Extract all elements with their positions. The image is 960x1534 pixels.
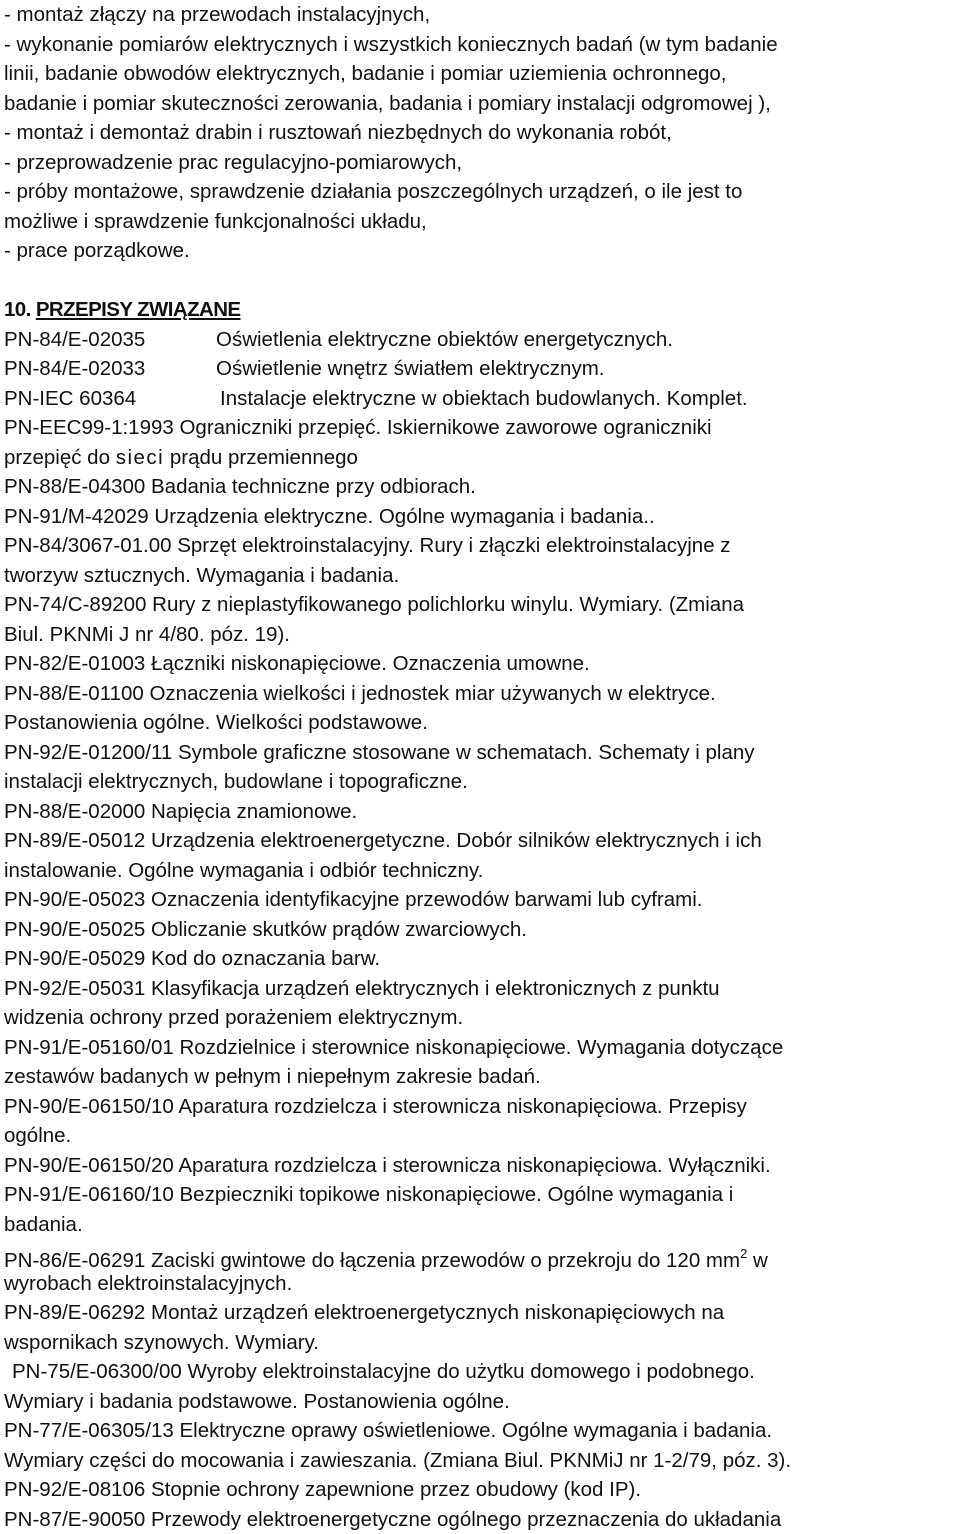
- standard-line: wspornikach szynowych. Wymiary.: [4, 1330, 319, 1354]
- standard-line: PN-75/E-06300/00 Wyroby elektroinstalacyjne do użytku domowego i podobnego.: [12, 1360, 755, 1383]
- list-item: badanie i pomiar skuteczności zerowania, badania i pomiary instalacji odgromowej ),: [4, 91, 771, 115]
- standard-line: badania.: [4, 1212, 83, 1236]
- intro-list: [4, 0, 956, 266]
- standard-line: PN-91/M-42029 Urządzenia elektryczne. Ogólne wymagania i badania..: [4, 504, 655, 528]
- table-row: [4, 384, 956, 414]
- standard-line: Wymiary i badania podstawowe. Postanowienia ogólne.: [4, 1389, 510, 1413]
- standard-line: widzenia ochrony przed porażeniem elektrycznym.: [4, 1006, 464, 1029]
- standard-line: PN-90/E-05023 Oznaczenia identyfikacyjne przewodów barwami lub cyframi.: [4, 888, 703, 911]
- standards-table: [4, 325, 956, 414]
- standard-line: Wymiary części do mocowania i zawieszania. (Zmiana Biul. PKNMiJ nr 1-2/79, póz. 3).: [4, 1448, 792, 1472]
- spacer: [4, 266, 956, 296]
- standard-line: PN-74/C-89200 Rury z nieplastyfikowanego polichlorku winylu. Wymiary. (Zmiana: [4, 593, 745, 616]
- list-item: - przeprowadzenie prac regulacyjno-pomiarowych,: [4, 150, 463, 174]
- superscript: 2: [740, 1246, 748, 1261]
- standard-line: ogólne.: [4, 1124, 72, 1147]
- standard-line: instalacji elektrycznych, budowlane i topograficzne.: [4, 770, 468, 793]
- standard-line: PN-92/E-05031 Klasyfikacja urządzeń elektrycznych i elektronicznych z punktu: [4, 976, 720, 1000]
- table-row: [4, 354, 956, 384]
- section-number: 10.: [4, 298, 31, 321]
- standard-line: PN-90/E-05025 Obliczanie skutków prądów zwarciowych.: [4, 917, 527, 941]
- standard-line: Biul. PKNMi J nr 4/80. póz. 19).: [4, 622, 290, 646]
- standard-line: PN-88/E-02000 Napięcia znamionowe.: [4, 799, 358, 823]
- text-segment: PN-86/E-06291 Zaciski gwintowe do łączenia przewodów o przekroju do 120 mm: [4, 1249, 741, 1272]
- document-page: [4, 0, 956, 1534]
- standard-line: PN-77/E-06305/13 Elektryczne oprawy oświetleniowe. Ogólne wymagania i badania.: [4, 1419, 773, 1442]
- standard-line: PN-90/E-05029 Kod do oznaczania barw.: [4, 947, 381, 970]
- standard-line: PN-92/E-08106 Stopnie ochrony zapewnione przez obudowy (kod IP).: [4, 1478, 642, 1501]
- standard-code: PN-84/E-02035: [4, 327, 146, 351]
- list-item: - wykonanie pomiarów elektrycznych i wszystkich koniecznych badań (w tym badanie: [4, 32, 778, 56]
- list-item: możliwe i sprawdzenie funkcjonalności układu,: [4, 209, 427, 233]
- standard-line: PN-82/E-01003 Łączniki niskonapięciowe. Oznaczenia umowne.: [4, 652, 590, 675]
- list-item: linii, badanie obwodów elektrycznych, badanie i pomiar uziemienia ochronnego,: [4, 62, 727, 85]
- standard-line: PN-89/E-06292 Montaż urządzeń elektroenergetycznych niskonapięciowych na: [4, 1301, 725, 1324]
- section-title: PRZEPISY ZWIĄZANE: [35, 298, 241, 321]
- list-item: - prace porządkowe.: [4, 239, 190, 262]
- standard-line: [4, 1239, 956, 1272]
- standard-line: PN-92/E-01200/11 Symbole graficzne stosowane w schematach. Schematy i plany: [4, 740, 755, 764]
- standard-line: PN-91/E-06160/10 Bezpieczniki topikowe niskonapięciowe. Ogólne wymagania i: [4, 1183, 734, 1206]
- standard-code: PN-IEC 60364: [4, 386, 137, 410]
- standard-line: PN-91/E-05160/01 Rozdzielnice i sterownice niskonapięciowe. Wymagania dotyczące: [4, 1035, 784, 1059]
- section-heading: [4, 295, 956, 325]
- standard-line: zestawów badanych w pełnym i niepełnym zakresie badań.: [4, 1065, 541, 1088]
- standard-line: PN-90/E-06150/10 Aparatura rozdzielcza i sterownicza niskonapięciowa. Przepisy: [4, 1094, 747, 1118]
- text-segment: przepięć do: [4, 445, 116, 469]
- standard-line: [4, 443, 956, 473]
- standard-title: Oświetlenia elektryczne obiektów energetycznych.: [216, 327, 673, 351]
- standard-line: PN-84/3067-01.00 Sprzęt elektroinstalacyjny. Rury i złączki elektroinstalacyjne z: [4, 534, 731, 557]
- standard-line: PN-89/E-05012 Urządzenia elektroenergetyczne. Dobór silników elektrycznych i ich: [4, 829, 762, 852]
- standard-line: instalowanie. Ogólne wymagania i odbiór techniczny.: [4, 858, 484, 882]
- standard-line: PN-88/E-04300 Badania techniczne przy odbiorach.: [4, 475, 476, 498]
- table-row: [4, 325, 956, 355]
- text-segment: w: [747, 1249, 768, 1272]
- list-item: - próby montażowe, sprawdzenie działania poszczególnych urządzeń, o ile jest to: [4, 180, 743, 203]
- standard-line: PN-88/E-01100 Oznaczenia wielkości i jednostek miar używanych w elektryce.: [4, 681, 716, 705]
- list-item: - montaż złączy na przewodach instalacyjnych,: [4, 3, 431, 26]
- standard-code: PN-84/E-02033: [4, 357, 146, 380]
- standard-line: tworzyw sztucznych. Wymagania i badania.: [4, 563, 400, 587]
- standard-title: Oświetlenie wnętrz światłem elektrycznym.: [216, 357, 605, 380]
- standard-line: Postanowienia ogólne. Wielkości podstawowe.: [4, 711, 428, 734]
- standard-line: PN-87/E-90050 Przewody elektroenergetyczne ogólnego przeznaczenia do układania: [4, 1507, 782, 1531]
- standard-line: PN-90/E-06150/20 Aparatura rozdzielcza i sterownicza niskonapięciowa. Wyłączniki.: [4, 1153, 771, 1177]
- standard-line: wyrobach elektroinstalacyjnych.: [4, 1271, 293, 1295]
- text-segment: sieci: [115, 445, 165, 469]
- standard-title: Instalacje elektryczne w obiektach budowlanych. Komplet.: [220, 386, 748, 410]
- list-item: - montaż i demontaż drabin i rusztowań niezbędnych do wykonania robót,: [4, 121, 672, 144]
- standards-list: [4, 413, 956, 1534]
- standard-line: PN-EEC99-1:1993 Ograniczniki przepięć. Iskiernikowe zaworowe ograniczniki: [4, 416, 712, 439]
- text-segment: prądu przemiennego: [164, 445, 358, 469]
